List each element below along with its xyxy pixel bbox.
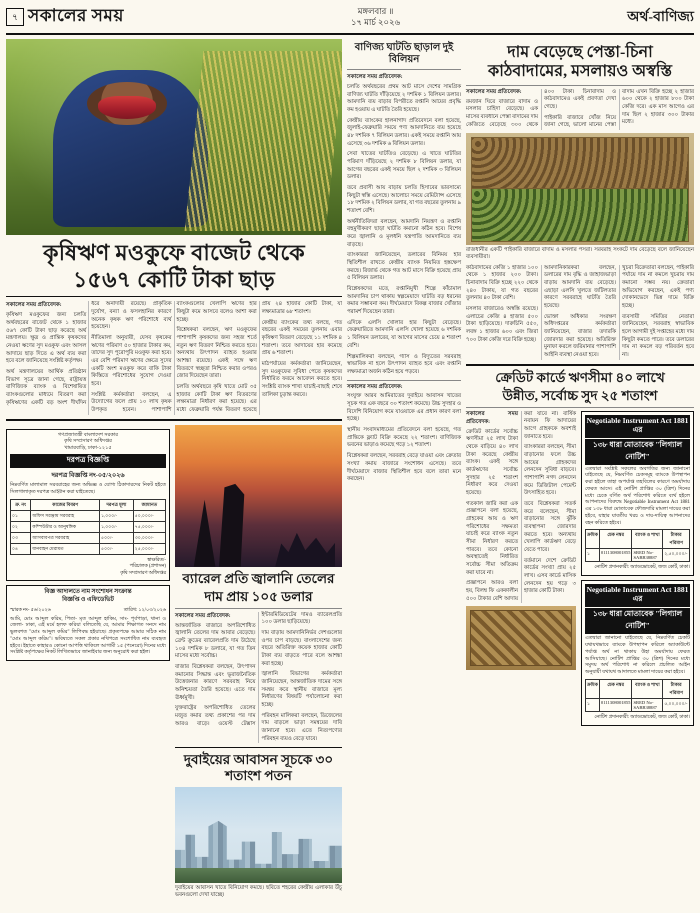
td: ৫০,০০০/- bbox=[133, 510, 165, 521]
affidavit-ad bbox=[6, 585, 170, 661]
nuts-tray-bottom bbox=[471, 188, 690, 242]
table-row bbox=[586, 698, 690, 711]
th: কাজের বিবরণ bbox=[31, 499, 100, 510]
td: ২৫,০০০/- bbox=[133, 543, 165, 554]
td: ১ bbox=[586, 698, 600, 711]
dubai-photo-caption: দুবাইয়ের আবাসন খাতে বিনিয়োগ কমছে। ছবিতে শহরের কেন্দ্রীয় এলাকার উঁচু ভবনগুলো দেখা যাচ্ছে। bbox=[175, 885, 342, 899]
td: ০৪ bbox=[11, 543, 31, 554]
th: টাকার পরিমাণ bbox=[663, 530, 690, 549]
nuts-photo-caption: রাজধানীর একটি পাইকারি বাজারে বাদাম ও মসলার পসরা। সরবরাহ সংকটে দাম বেড়েছে বলে জানিয়েছেন ব্যবসায়ীরা। bbox=[466, 247, 694, 261]
nuts-para: ভোক্তা অধিকার সংরক্ষণ অধিদপ্তরের কর্মকর্তারা জানিয়েছেন, বাজার তদারকি জোরদার করা হয়েছে। অতিরিক্ত মুনাফা করলে জরিমানার পাশাপাশি আইনি ব্যবস্থা নেওয়া হবে। bbox=[544, 313, 616, 359]
notice2-title-line1: Negotiable Instrument Act 1881 এর bbox=[585, 584, 690, 607]
lead-byline: সকালের সময় প্রতিবেদক: bbox=[6, 302, 62, 309]
dubai-body bbox=[347, 384, 461, 484]
oil-headline-line2: দাম প্রায় ১০৫ ডলার bbox=[204, 588, 313, 604]
th: ক্র. নং bbox=[11, 499, 31, 510]
nuts-para: আমদানিকারকরা বলছেন, ডলারের দাম বৃদ্ধি ও জাহাজভাড়া বাড়ায় আমদানি ব্যয় বেড়েছে। এছাড়া এলসি খুলতে জটিলতার কারণে সরবরাহে ঘাটতি তৈরি হয়েছে। bbox=[544, 264, 616, 310]
table-header-row bbox=[586, 679, 690, 698]
nuts-tray-top bbox=[471, 137, 690, 191]
divider bbox=[6, 419, 342, 421]
nuts-para: মসলার বাজারেও অস্বস্তি রয়েছে। এলাচের কেজি ৪ হাজার ৫০০ টাকা ছাড়িয়েছে। দারুচিনি ৫৫০, লবঙ্গ ১ হাজার ৬০০ এবং জিরা ৭০০ টাকা কেজি দরে বিক্রি হচ্ছে। bbox=[466, 306, 538, 343]
td: SRED No- SABB38887 bbox=[632, 698, 663, 711]
lead-para: কেন্দ্রীয় ব্যাংকের তথ্য বলছে, গত বছরের একই সময়ের তুলনায় এবার কৃষিঋণ বিতরণ বেড়েছে ১১ দশমিক ৪ শতাংশ। তবে আদায়ের হার কমেছে প্রায় ৬ শতাংশ। bbox=[261, 319, 342, 357]
notice2-body: এতদ্বারা জানানো যাইতেছে যে, নিম্নবর্ণিত চেকটি যথাযথভাবে ব্যাংকে উপস্থাপন করিলে অ্যাকাউন্টে পর্যাপ্ত অর্থ না থাকায় উহা অমর্যাদায় ফেরত আসিয়াছে। নোটিশ প্রাপ্তির ৩০ (ত্রিশ) দিনের মধ্যে সমুদয় অর্থ পরিশোধ না করিলে প্রচলিত আইন অনুযায়ী যথাযথ আদালতে মামলা দায়ের করা হইবে। bbox=[585, 636, 690, 676]
th: দরপত্র মূল্য bbox=[100, 499, 134, 510]
lead-para: মাঠপর্যায়ের কর্মকর্তারা জানিয়েছেন, সুদ মওকুফের সুবিধা পেতে কৃষকদের নির্ধারিত ফরমে আবেদন করতে হবে। সংশ্লিষ্ট ব্যাংক শাখা যাচাই-বাছাই শেষে তালিকা চূড়ান্ত করবে। bbox=[261, 360, 342, 398]
issue-date: ১৭ মার্চ ২০২৬ bbox=[350, 17, 401, 27]
td: ১,০০০/- bbox=[100, 510, 134, 521]
tender-sign-name: পরিচালক (প্রশাসন) bbox=[129, 564, 166, 570]
td: আসবাবপত্র সরবরাহ bbox=[31, 532, 100, 543]
oil-para: দাম বাড়ায় আমদানিনির্ভর দেশগুলোর ওপর চাপ বাড়ছে। বাংলাদেশের জন্য বছরে অতিরিক্ত কয়েক হাজার কোটি টাকা ব্যয় বাড়তে পারে বলে আশঙ্কা করা হচ্ছে। bbox=[261, 629, 342, 667]
dubai-skyline-image bbox=[175, 787, 342, 883]
credit-headline-line2: উন্নীত, সর্বোচ্চ সুদ ২৫ শতাংশ bbox=[502, 387, 658, 403]
divider bbox=[6, 296, 342, 297]
credit-headline-line1: ক্রেডিট কার্ডে ঋণসীমা ৪০ লাখে bbox=[495, 369, 665, 385]
divider bbox=[175, 608, 342, 609]
th: জামানত bbox=[133, 499, 165, 510]
face-mask bbox=[98, 96, 155, 120]
credit-para: প্রজ্ঞাপনে আরও বলা হয়, বিলম্ব ফি এককালীন ৫০০ টাকার বেশি আদায় করা যাবে না। বার্ষিক নবায়ন ফি আদায়ের আগে গ্রাহককে অবশ্যই জানাতে হবে। bbox=[466, 410, 576, 602]
spice-photo bbox=[466, 606, 576, 670]
lead-headline-line1: কৃষিঋণ মওকুফে বাজেট থেকে bbox=[43, 240, 305, 265]
notice1-title-line2: ১৩৮ ধারা মোতাবেক "লিগ্যাল নোটিশ" bbox=[585, 439, 690, 465]
oil-byline: সকালের সময় প্রতিবেদক: bbox=[175, 612, 231, 619]
column-left bbox=[6, 39, 342, 913]
masthead bbox=[6, 4, 694, 35]
table-row bbox=[586, 549, 690, 562]
notice2-title-line2: ১৩৮ ধারা মোতাবেক "লিগ্যাল নোটিশ" bbox=[585, 608, 690, 634]
td: ২,৫০,০০০/- bbox=[663, 549, 690, 562]
notice2-footer: নোটিশ প্রদানকারী: অ্যাডভোকেট, জজ কোর্ট, ঢাকা। bbox=[594, 714, 690, 720]
th: টাকার পরিমাণ bbox=[663, 679, 690, 698]
th: ব্যাংক ও শাখা bbox=[632, 530, 663, 549]
dubai-byline: সকালের সময় প্রতিবেদক: bbox=[347, 383, 403, 390]
masthead-left bbox=[6, 3, 124, 31]
nuts-para: ব্যবসায়ী সমিতির নেতারা জানিয়েছেন, সরবরাহ স্বাভাবিক হলে আগামী দুই সপ্তাহের মধ্যে দাম কিছুটা কমতে পারে। তবে ডলারের দাম না কমলে বড় পরিবর্তন হবে না। bbox=[622, 313, 694, 359]
trade-para: চলতি অর্থবছরের প্রথম আট মাসে দেশের সামগ্রিক বাণিজ্য ঘাটতি দাঁড়িয়েছে ২ দশমিক ১ বিলিয়ন ডলার। আমদানি ব্যয় বাড়ার বিপরীতে রপ্তানি আয়ের প্রবৃদ্ধি কম হওয়ায় এ ঘাটতি তৈরি হয়েছে। bbox=[347, 84, 461, 114]
legal-notice-2 bbox=[581, 580, 694, 726]
nuts-market-image bbox=[466, 133, 694, 245]
column-middle bbox=[347, 39, 461, 913]
nuts-body bbox=[466, 265, 694, 360]
table-row bbox=[11, 543, 166, 554]
credit-body-column bbox=[466, 411, 576, 726]
divider bbox=[466, 364, 694, 366]
td: ৭৫,০০০/- bbox=[133, 521, 165, 532]
divider bbox=[175, 747, 342, 748]
oil-para: পরিবহন মালিকরা বলছেন, ডিজেলের দাম বাড়লে ভাড়া সমন্বয়ের দাবি জানানো হবে। এতে নিত্যপণ্যের পরিবহন ব্যয়ও বেড়ে যাবে। bbox=[261, 712, 342, 742]
table-row bbox=[11, 532, 166, 543]
tender-sign-org: কৃষি সম্প্রসারণ অধিদপ্তর bbox=[120, 570, 166, 576]
lead-body bbox=[6, 301, 342, 414]
lead-para: বিশ্লেষকরা বলছেন, ঋণ মওকুফের পাশাপাশি কৃষকদের জন্য সহজ শর্তে নতুন ঋণ বিতরণ নিশ্চিত করতে হবে। অন্যথায় উৎপাদন ব্যাহত হওয়ার আশঙ্কা রয়েছে। একই সঙ্গে ঋণ বিতরণে স্বচ্ছতা নিশ্চিত করার ওপরও জোর দিয়েছেন তারা। bbox=[176, 327, 257, 380]
oil-column bbox=[175, 425, 342, 900]
trade-body bbox=[347, 84, 461, 377]
trade-para: ব্যাংকাররা জানিয়েছেন, ডলারের বিনিময় হার স্থিতিশীল রাখতে কেন্দ্রীয় ব্যাংক নিয়মিত হস্তক্ষেপ করছে। রিজার্ভ থেকে গত আট মাসে বিক্রি হয়েছে প্রায় ৫ বিলিয়ন ডলার। bbox=[347, 252, 461, 282]
section-title: অর্থ-বাণিজ্য bbox=[627, 10, 694, 25]
nuts-para: পাইকারি বাজারে খোঁজ নিয়ে জানা গেছে, ভালো মানের পেস্তা বাদাম এখন বিক্রি হচ্ছে ২ হাজার ৬০০ থেকে ২ হাজার ৮০০ টাকা কেজি দরে। এক মাস আগেও এর দাম ছিল ২ হাজার ৩০০ টাকার মধ্যে। bbox=[544, 88, 694, 129]
td: ১,০০০/- bbox=[100, 521, 134, 532]
issue-day: মঙ্গলবার ॥ bbox=[357, 6, 394, 17]
trade-para: বিশ্লেষকদের মতে, রপ্তানিমুখী শিল্পে কাঁচামাল আমদানির চাপ থাকায় স্বল্পমেয়াদে ঘাটতি বড় ধরনের কমার সম্ভাবনা কম। দীর্ঘমেয়াদে বিকল্প বাজার খোঁজার পরামর্শ দিয়েছেন তারা। bbox=[347, 286, 461, 316]
tender-org-line3: খামারবাড়ি, ঢাকা-১২১৫ bbox=[64, 445, 112, 451]
notice1-body: এতদ্বারা সংশ্লিষ্ট সকলের অবগতির জন্য জানানো যাইতেছে যে, নিম্নবর্ণিত চেকসমূহ ব্যাংকে উপস্থাপন করা হইলে তাহা অপর্যাপ্ত তহবিলের কারণে অমর্যাদায় ফেরত আসে। এই নোটিশ প্রাপ্তির ৩০ (ত্রিশ) দিনের মধ্যে চেকে বর্ণিত অর্থ পরিশোধ করিতে ব্যর্থ হইলে আপনাদের বিরুদ্ধে Negotiable Instrument Act 1881 এর ১৩৮ ধারা মোতাবেক ফৌজদারি মামলা দায়ের করা হইবে, যাহার যাবতীয় খরচ ও দায়-দায়িত্ব আপনাদের বহন করিতে হইবে। bbox=[585, 466, 690, 526]
credit-para: গতকাল জারি করা এক প্রজ্ঞাপনে বলা হয়েছে, গ্রাহকের আয় ও ঋণ পরিশোধের সক্ষমতা যাচাই করে ব্যাংক নতুন সীমা নির্ধারণ করতে পারবে। তবে কোনো অবস্থাতেই নির্ধারিত সর্বোচ্চ সীমা অতিক্রম করা যাবে না। bbox=[466, 500, 518, 576]
trade-byline: সকালের সময় প্রতিবেদক: bbox=[347, 74, 403, 80]
dubai-headline: দুবাইয়ের আবাসন সূচকে ৩০ শতাংশ পতন bbox=[183, 752, 334, 784]
td: যানবাহন মেরামত bbox=[31, 543, 100, 554]
divider bbox=[466, 85, 694, 86]
oil-para: বাজার বিশ্লেষকরা বলছেন, উৎপাদন কমানোর সিদ্ধান্ত এবং ভূরাজনৈতিক উত্তেজনার কারণে সরবরাহ নিয়ে অনিশ্চয়তা তৈরি হয়েছে। এতে দাম ঊর্ধ্বমুখী। bbox=[175, 663, 256, 701]
tender-table bbox=[10, 499, 166, 555]
dubai-para: স্থানীয় সংবাদমাধ্যমের প্রতিবেদনে বলা হয়েছে, গত প্রান্তিকে ফ্ল্যাট বিক্রি কমেছে ২২ শতাংশ। বাণিজ্যিক ভবনের ভাড়াও কমেছে গড়ে ১২ শতাংশ। bbox=[347, 427, 461, 449]
notice1-footer: নোটিশ প্রদানকারী: অ্যাডভোকেট, জজ কোর্ট, ঢাকা। bbox=[594, 565, 690, 571]
affidavit-title-line1: বিজ্ঞ আদালতে নাম সংশোধন সংক্রান্ত bbox=[44, 589, 132, 596]
td: ৩০,০০০/- bbox=[133, 532, 165, 543]
oil-photo bbox=[175, 425, 342, 567]
nuts-para: খুচরা বিক্রেতারা বলছেন, পাইকারি পর্যায়ে দাম না কমলে খুচরায় দাম কমানো সম্ভব নয়। ক্রেতারা অভিযোগ করছেন, একই পণ্য দোকানভেদে ভিন্ন দামে বিক্রি হচ্ছে। bbox=[622, 264, 694, 310]
lead-headline-line2: ১৫৬৭ কোটি টাকা ছাড় bbox=[72, 266, 276, 292]
notice2-table bbox=[585, 679, 690, 712]
tender-notice bbox=[6, 429, 170, 581]
legal-notices-column bbox=[581, 411, 694, 726]
rice-stalks bbox=[185, 51, 342, 231]
tender-subtitle: দরপত্র বিজ্ঞপ্তি নং-০৫/২০২৬ bbox=[51, 472, 125, 480]
credit-para: ব্যাংকাররা বলছেন, সীমা বাড়ানোর ফলে উচ্চ আয়ের গ্রাহকদের লেনদেন সুবিধা বাড়বে। পাশাপাশি নগদ লেনদেন কমে ডিজিটাল পেমেন্ট উৎসাহিত হবে। bbox=[524, 444, 576, 497]
dubai-photo bbox=[175, 787, 342, 883]
td: ৫০০/- bbox=[100, 543, 134, 554]
tender-column bbox=[6, 425, 170, 900]
td: ৫,০০,০০০/- bbox=[663, 698, 690, 711]
td: 0111308001855 bbox=[599, 549, 632, 562]
divider bbox=[466, 407, 694, 408]
oil-para: জ্বালানি বিভাগের কর্মকর্তারা জানিয়েছেন, আন্তর্জাতিক দামের সঙ্গে সমন্বয় করে স্থানীয় বাজারে মূল্য নির্ধারণের বিষয়টি পর্যালোচনা করা হচ্ছে। bbox=[261, 671, 342, 708]
legal-notice-1 bbox=[581, 411, 694, 577]
th: ব্যাংক ও শাখা bbox=[632, 679, 663, 698]
table-row bbox=[11, 521, 166, 532]
td: SRED No- SABB38887 bbox=[632, 549, 663, 562]
lead-para: অর্থ মন্ত্রণালয়ের আর্থিক প্রতিষ্ঠান বিভাগ সূত্রে জানা গেছে, রাষ্ট্রায়ত্ত বাণিজ্যিক ব্যাংক ও বিশেষায়িত ব্যাংকগুলোর মাধ্যমে বিতরণ করা কৃষিঋণের একটি বড় অংশ দীর্ঘদিন ধরে অনাদায়ী রয়েছে। প্রাকৃতিক দুর্যোগ, বন্যা ও ফসলহানির কারণে অনেক কৃষক ঋণ পরিশোধে ব্যর্থ হয়েছেন। bbox=[6, 301, 172, 406]
dubai-para: বিশ্লেষকরা বলছেন, সরবরাহ বেড়ে যাওয়া এবং ক্রেতার সংখ্যা কমায় বাজারে সংশোধন এসেছে। তবে দীর্ঘমেয়াদে বাজার স্থিতিশীল হবে বলে তারা মনে করছেন। bbox=[347, 453, 461, 483]
td: ০৩ bbox=[11, 532, 31, 543]
credit-body bbox=[466, 411, 576, 604]
nuts-byline: সকালের সময় প্রতিবেদক: bbox=[466, 88, 522, 95]
divider bbox=[347, 69, 461, 70]
th: চেক নম্বর bbox=[599, 530, 632, 549]
page-columns bbox=[6, 39, 694, 913]
credit-para: ক্রেডিট কার্ডের সর্বোচ্চ ঋণসীমা ২৫ লাখ টাকা থেকে বাড়িয়ে ৪০ লাখ টাকা করেছে কেন্দ্রীয় ব্যাংক। একই সঙ্গে কার্ডঋণের সর্বোচ্চ সুদহার ২৫ শতাংশ নির্ধারণ করে দেওয়া হয়েছে। bbox=[466, 428, 518, 496]
spice-market-image bbox=[466, 606, 576, 670]
oil-pumpjack-image bbox=[175, 425, 342, 567]
farmer-field-image bbox=[6, 39, 342, 235]
th: ক্রমিক bbox=[586, 530, 600, 549]
td: ১ bbox=[586, 549, 600, 562]
tender-title: দরপত্র বিজ্ঞপ্তি bbox=[10, 454, 166, 468]
lead-photo bbox=[6, 39, 342, 235]
oil-body bbox=[175, 612, 342, 744]
trade-headline: বাণিজ্য ঘাটতি ছাড়াল দুই বিলিয়ন bbox=[354, 42, 454, 65]
nuts-intro-body bbox=[466, 89, 694, 130]
page-number-badge: ৭ bbox=[6, 8, 24, 26]
masthead-date bbox=[351, 6, 400, 27]
td: ০২ bbox=[11, 521, 31, 532]
trade-para: এদিকে এলসি খোলার হার কিছুটা বেড়েছে। ফেব্রুয়ারিতে আমদানি এলসি খোলা হয়েছে ৬ দশমিক ১ বিলিয়ন ডলারের, যা আগের মাসের চেয়ে ৪ শতাংশ বেশি। bbox=[347, 319, 461, 349]
lead-para: সংশ্লিষ্ট কর্মকর্তারা বলছেন, এ উদ্যোগের ফলে প্রায় ১০ লাখ কৃষক উপকৃত হবেন। পাশাপাশি ব্যাংকগুলোর খেলাপি ঋণের হার কিছুটা কমে আসবে বলেও আশা করা হচ্ছে। bbox=[91, 301, 257, 413]
lead-para: কৃষিঋণ মওকুফের জন্য চলতি অর্থবছরের বাজেট থেকে ১ হাজার ৫৬৭ কোটি টাকা ছাড় করেছে অর্থ মন্ত্রণালয়। ক্ষুদ্র ও প্রান্তিক কৃষকদের নেওয়া ঋণের সুদ মওকুফ এবং আসল আদায়ে ছাড় দিতে এ অর্থ ব্যয় করা হবে বলে জানিয়েছে সংশ্লিষ্ট কর্তৃপক্ষ। bbox=[6, 312, 87, 365]
trade-para: কেন্দ্রীয় ব্যাংকের হালনাগাদ প্রতিবেদনে বলা হয়েছে, জুলাই-ফেব্রুয়ারি সময়ে পণ্য আমদানিতে ব্যয় হয়েছে ৪৮ দশমিক ৭ বিলিয়ন ডলার। একই সময়ে রপ্তানি আয় এসেছে ৩৬ দশমিক ৬ বিলিয়ন ডলার। bbox=[347, 117, 461, 147]
oil-para: আন্তর্জাতিক বাজারে অপরিশোধিত জ্বালানি তেলের দাম আবার বেড়েছে। ব্রেন্ট ক্রুডের ব্যারেলপ্রতি দাম উঠেছে ১০৪ দশমিক ৮ ডলারে, যা গত তিন মাসের মধ্যে সর্বোচ্চ। bbox=[175, 622, 256, 660]
oil-para: যুক্তরাষ্ট্রের অপরিশোধিত তেলের মজুত কমার তথ্য প্রকাশের পর দাম আরও বাড়ে। ওয়েস্ট টেক্সাস ইন্টারমিডিয়েটের দামও ব্যারেলপ্রতি ১০০ ডলার ছাড়িয়েছে। bbox=[175, 611, 342, 727]
trade-para: সেবা খাতের ঘাটতিও বেড়েছে। এ খাতে ঘাটতির পরিমাণ দাঁড়িয়েছে ২ দশমিক ৮ বিলিয়ন ডলার, যা আগের বছরের একই সময়ে ছিল ২ দশমিক ৩ বিলিয়ন ডলার। bbox=[347, 151, 461, 181]
oil-headline-line1: ব্যারেল প্রতি জ্বালানি তেলের bbox=[182, 570, 335, 586]
nuts-headline-line2: কাঠবাদামের, মসলায়ও অস্বস্তি bbox=[488, 63, 672, 81]
trade-para: শিল্পমালিকরা বলছেন, গ্যাস ও বিদ্যুতের সরবরাহ স্বাভাবিক না হলে উৎপাদন ব্যাহত হবে এবং রপ্তানি লক্ষ্যমাত্রা অর্জন কঠিন হয়ে পড়বে। bbox=[347, 353, 461, 375]
column-right bbox=[466, 39, 694, 913]
affidavit-date: তারিখ: ১২/০৩/২০২৬ bbox=[123, 607, 166, 613]
td: কম্পিউটার ও আনুষঙ্গিক bbox=[31, 521, 100, 532]
notice1-title-line1: Negotiable Instrument Act 1881 এর bbox=[585, 415, 690, 438]
trade-para: অর্থনীতিবিদরা বলছেন, আমদানি নিয়ন্ত্রণ ও রপ্তানি বহুমুখীকরণ ছাড়া ঘাটতি কমানো কঠিন হবে। বিশেষ করে জ্বালানি ও মূলধনি যন্ত্রপাতি আমদানিতে ব্যয় বাড়ছে। bbox=[347, 218, 461, 248]
td: অফিস সরঞ্জাম সরবরাহ bbox=[31, 510, 100, 521]
credit-para: তবে বিশ্লেষকরা সতর্ক করে বলেছেন, সীমা বাড়ানোর সঙ্গে ঝুঁকি ব্যবস্থাপনা জোরদার করতে হবে। অন্যথায় খেলাপি কার্ডঋণ বেড়ে যেতে পারে। bbox=[524, 501, 576, 554]
notice1-table bbox=[585, 529, 690, 562]
nuts-para: কাঠবাদামের কেজি ১ হাজার ১০০ থেকে ১ হাজার ২০০ টাকা। চিনাবাদাম বিক্রি হচ্ছে ২২০ থেকে ২৪০ টাকায়, যা গত বছরের তুলনায় ৪০ টাকা বেশি। bbox=[466, 264, 538, 302]
affidavit-body: আমি, মোঃ আব্দুল করিম, পিতা- মৃত আব্দুল হাকিম, সাং- পূর্বপাড়া, থানা ও জেলা- ঢাকা, এই মর্মে হলফ করিয়া বলিতেছি যে, আমার শিক্ষাগত সনদে নাম ভুলবশত "মোঃ আব্দুল কমির" লিপিবদ্ধ হইয়াছে। প্রকৃতপক্ষে আমার সঠিক নাম "মোঃ আব্দুল করিম"। ভবিষ্যতে সকল প্রকার নথিপত্রে সংশোধিত নাম ব্যবহৃত হইবে। ইহাতে কাহারও কোনো আপত্তি থাকিলে আগামী ১৫ (পনেরো) দিনের মধ্যে সংশ্লিষ্ট কর্তৃপক্ষের নিকট লিখিতভাবে জানাইবার জন্য অনুরোধ করা হইল। bbox=[10, 616, 166, 656]
tender-sign-label: স্বাক্ষরিত/- bbox=[147, 557, 166, 563]
table-header-row bbox=[586, 530, 690, 549]
th: ক্রমিক bbox=[586, 679, 600, 698]
credit-byline: সকালের সময় প্রতিবেদক: bbox=[466, 410, 518, 425]
nuts-photo bbox=[466, 133, 694, 245]
credit-para: বর্তমানে দেশে ক্রেডিট কার্ডের সংখ্যা প্রায় ২৫ লাখ। এসব কার্ডে মাসিক লেনদেন হয় গড়ে ৩ হাজার কোটি টাকা। bbox=[524, 557, 576, 595]
nuts-headline-line1: দাম বেড়েছে পেস্তা-চিনা bbox=[507, 44, 653, 61]
affidavit-ref: স্মারক নং- ৫৬/২০২৬ bbox=[10, 607, 51, 613]
td: ০১ bbox=[11, 510, 31, 521]
lead-para: নীতিমালা অনুযায়ী, যেসব কৃষকের ঋণের পরিমাণ ৫০ হাজার টাকার কম, তাদের সুদ পুরোপুরি মওকুফ করা হবে। এর বেশি পরিমাণ ঋণের ক্ষেত্রে সুদের একটি অংশ মওকুফ করে বাকি টাকা কিস্তিতে পরিশোধের সুযোগ দেওয়া হবে। bbox=[91, 334, 172, 387]
nuts-para: রমজান ঘিরে বাজারে বাদাম ও মসলার চাহিদা বেড়েছে। এক মাসের ব্যবধানে পেস্তা বাদামের দাম কেজিতে বেড়েছে ৩০০ থেকে ৪০০ টাকা। চিনাবাদাম ও কাঠবাদামেও একই প্রবণতা দেখা গেছে। bbox=[466, 88, 616, 128]
affidavit-title-line2: বিজ্ঞপ্তি ও এফিডেভিট bbox=[62, 596, 114, 603]
trade-para: তবে প্রবাসী আয় বাড়ায় চলতি হিসাবের ভারসাম্যে কিছুটা স্বস্তি এসেছে। আলোচ্য সময়ে রেমিট্যান্স এসেছে ১৮ দশমিক ২ বিলিয়ন ডলার, যা গত বছরের তুলনায় ৯ শতাংশ বেশি। bbox=[347, 185, 461, 215]
th: চেক নম্বর bbox=[599, 679, 632, 698]
newspaper-logo: সকালের সময় bbox=[28, 6, 124, 25]
divider bbox=[347, 380, 461, 381]
tender-org-line1: গণপ্রজাতন্ত্রী বাংলাদেশ সরকার bbox=[57, 432, 119, 438]
td: ৫০০/- bbox=[100, 532, 134, 543]
lead-para: চলতি অর্থবছরে কৃষি খাতে মোট ৩৫ হাজার কোটি টাকা ঋণ বিতরণের লক্ষ্যমাত্রা নির্ধারণ করা হয়েছে। এর মধ্যে ফেব্রুয়ারি পর্যন্ত বিতরণ হয়েছে প্রায় ২৪ হাজার কোটি টাকা, যা লক্ষ্যমাত্রার ৬৮ শতাংশ। bbox=[176, 301, 342, 413]
table-header-row bbox=[11, 499, 166, 510]
dubai-para: সংযুক্ত আরব আমিরাতের দুবাইয়ে আবাসন খাতের সূচক গত এক বছরে ৩০ শতাংশ কমেছে। উচ্চ সুদহার ও বিদেশি বিনিয়োগ কমে যাওয়াকে এর প্রধান কারণ বলা হচ্ছে। bbox=[347, 393, 461, 423]
table-row bbox=[11, 510, 166, 521]
tender-org-line2: কৃষি সম্প্রসারণ অধিদপ্তর bbox=[64, 439, 112, 445]
td: 0111308001855 bbox=[599, 698, 632, 711]
tender-intro: নিম্নবর্ণিত মালামাল সরবরাহের জন্য অভিজ্ঞ ও যোগ্য ঠিকাদারদের নিকট হইতে সিলগালাকৃত দরপত্র আহ্বান করা যাইতেছে। bbox=[10, 483, 166, 495]
